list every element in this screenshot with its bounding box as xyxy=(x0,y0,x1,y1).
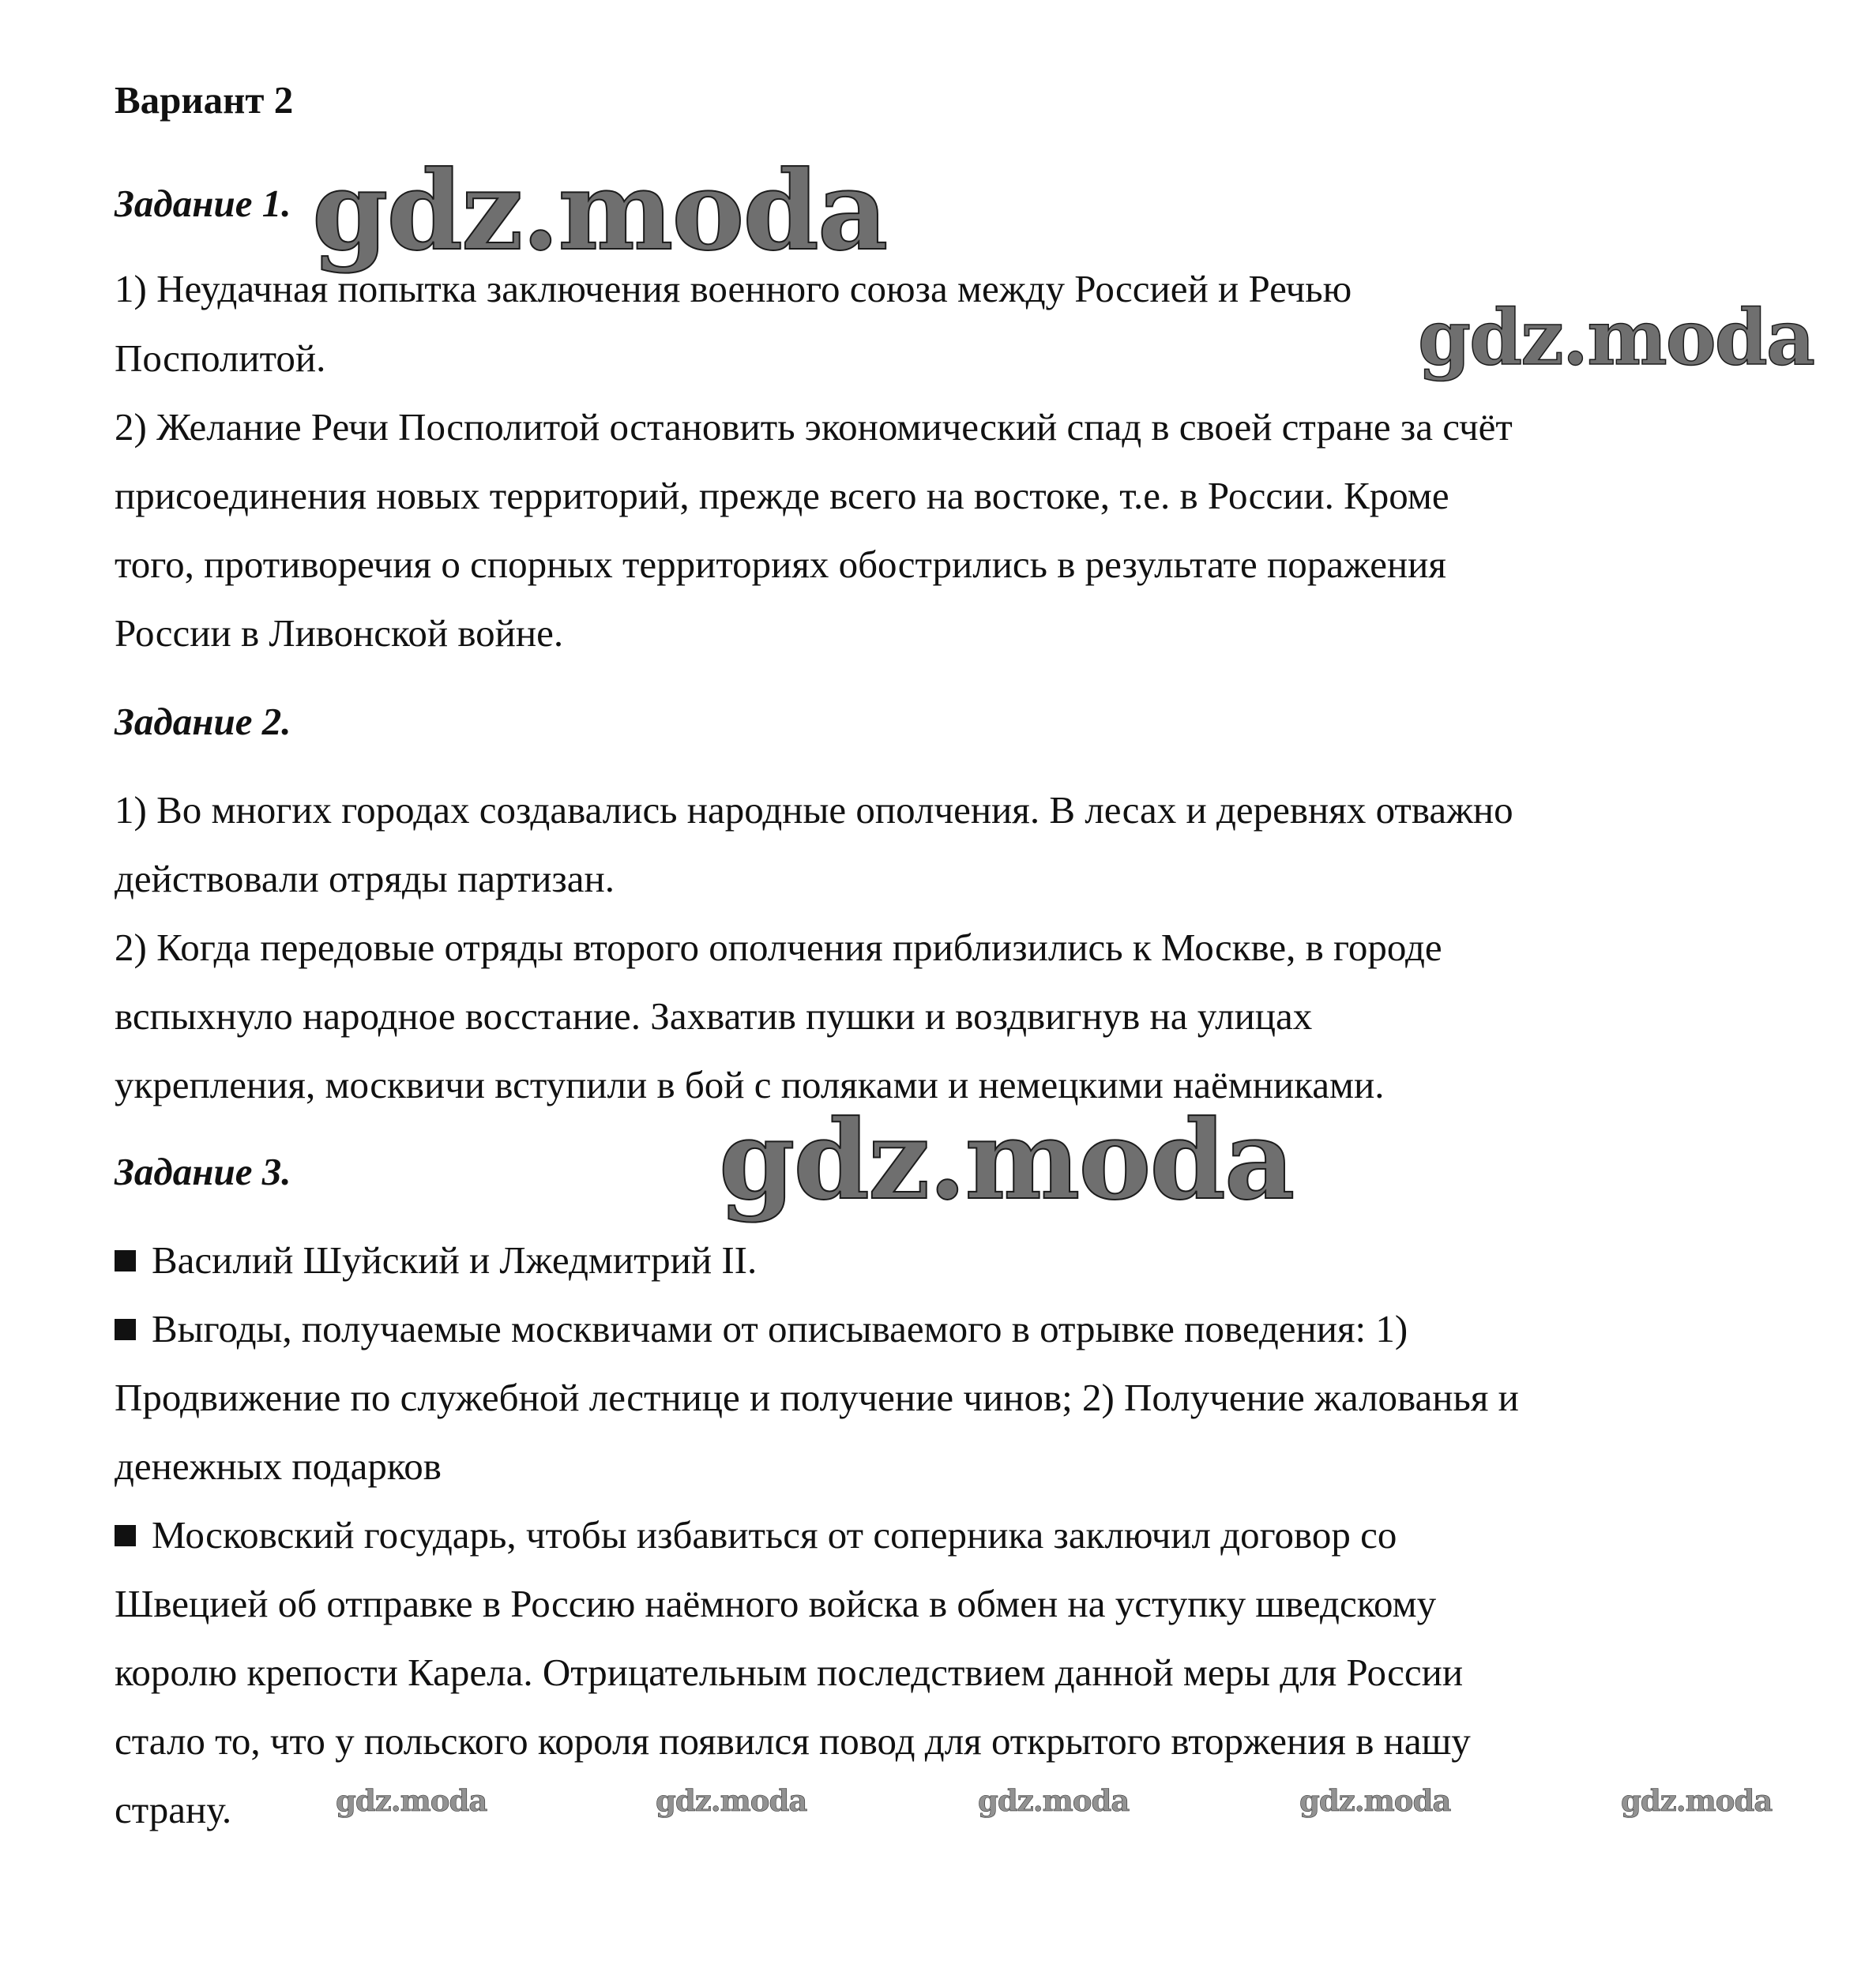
task-1-heading: Задание 1. xyxy=(115,182,291,225)
task-1-line: того, противоречия о спорных территориях обострились в результате поражения xyxy=(115,543,1446,586)
task-3-line: Продвижение по служебной лестнице и получение чинов; 2) Получение жалованья и xyxy=(115,1376,1519,1419)
watermark-footer: gdz.moda xyxy=(336,1783,487,1818)
task-2-line: вспыхнуло народное восстание. Захватив пушки и воздвигнув на улицах xyxy=(115,994,1313,1038)
task-3-heading: Задание 3. xyxy=(115,1150,291,1193)
task-1-line: 1) Неудачная попытка заключения военного союза между Россией и Речью xyxy=(115,267,1352,310)
watermark-medium: gdz.moda xyxy=(1418,293,1814,382)
watermark-footer: gdz.moda xyxy=(1299,1783,1451,1818)
task-3-line: Московский государь, чтобы избавиться от соперника заключил договор со xyxy=(152,1513,1397,1557)
task-3-line: денежных подарков xyxy=(115,1444,442,1488)
watermark-center: gdz.moda xyxy=(719,1095,1294,1224)
task-3-line: страну. xyxy=(115,1788,232,1831)
task-3-bullet-item xyxy=(115,1512,1397,1559)
task-2-line: 2) Когда передовые отряды второго ополчения приблизились к Москве, в городе xyxy=(115,926,1442,969)
task-3-bullet-item xyxy=(115,1305,1408,1353)
watermark-large: gdz.moda xyxy=(312,146,887,275)
black-square-bullet-icon xyxy=(115,1319,136,1340)
task-1-line: Посполитой. xyxy=(115,336,326,380)
task-3-bullet-item xyxy=(115,1237,757,1284)
black-square-bullet-icon xyxy=(115,1525,136,1546)
task-2-heading: Задание 2. xyxy=(115,700,291,743)
task-3-line: королю крепости Карела. Отрицательным последствием данной меры для России xyxy=(115,1651,1464,1694)
black-square-bullet-icon xyxy=(115,1250,136,1271)
task-1-line: присоединения новых территорий, прежде всего на востоке, т.е. в России. Кроме xyxy=(115,474,1449,517)
task-3-line: Швецией об отправке в Россию наёмного войска в обмен на уступку шведскому xyxy=(115,1582,1437,1625)
task-3-line: стало то, что у польского короля появился повод для открытого вторжения в нашу xyxy=(115,1719,1471,1763)
task-1-line: России в Ливонской войне. xyxy=(115,611,564,655)
watermark-footer: gdz.moda xyxy=(656,1783,807,1818)
task-2-line: укрепления, москвичи вступили в бой с поляками и немецкими наёмниками. xyxy=(115,1063,1385,1106)
variant-title: Вариант 2 xyxy=(115,78,294,122)
task-2-line: 1) Во многих городах создавались народные ополчения. В лесах и деревнях отважно xyxy=(115,788,1513,832)
task-1-line: 2) Желание Речи Посполитой остановить экономический спад в своей стране за счёт xyxy=(115,405,1513,449)
task-2-line: действовали отряды партизан. xyxy=(115,857,615,900)
watermark-footer: gdz.moda xyxy=(978,1783,1130,1818)
task-3-line: Выгоды, получаемые москвичами от описываемого в отрывке поведения: 1) xyxy=(152,1307,1408,1350)
watermark-footer: gdz.moda xyxy=(1621,1783,1773,1818)
task-3-line: Василий Шуйский и Лжедмитрий II. xyxy=(152,1238,758,1282)
